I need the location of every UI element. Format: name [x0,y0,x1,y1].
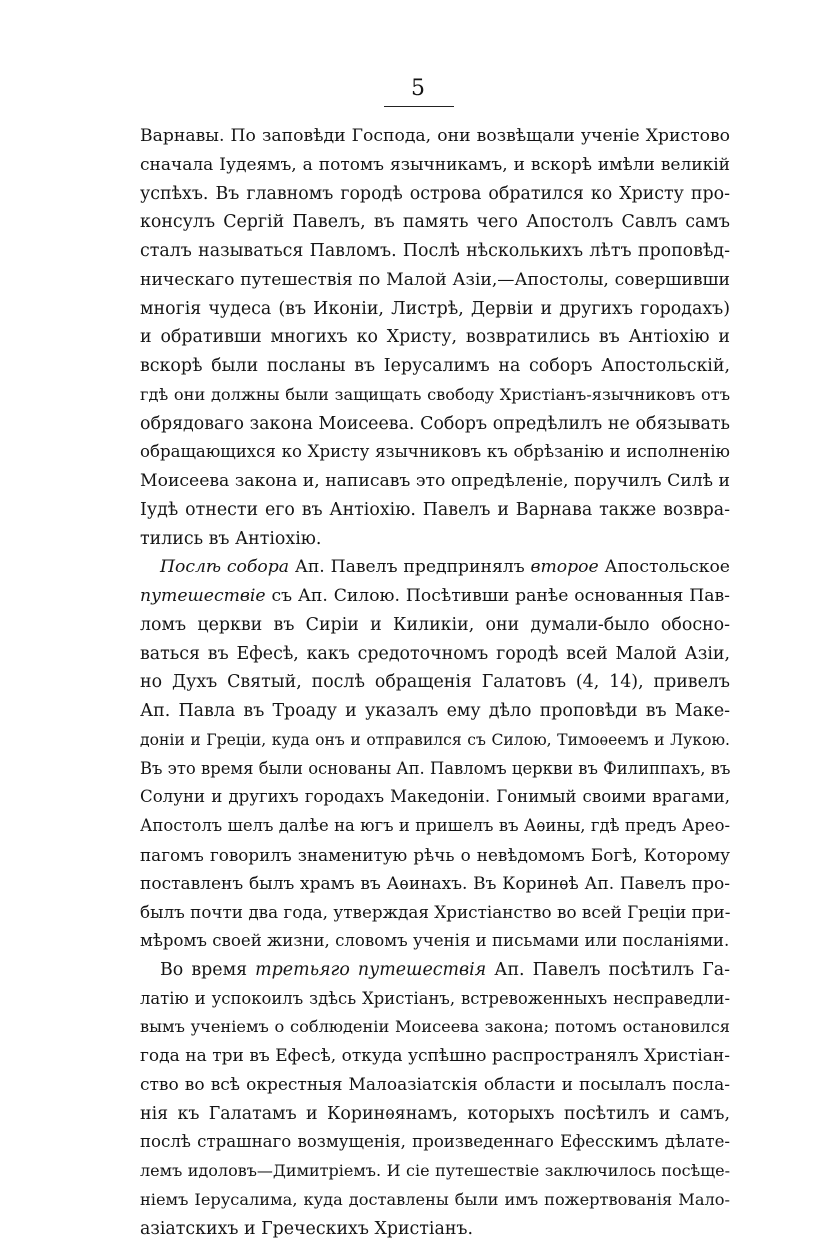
text-span: тились въ Антіохію. [140,529,321,549]
text-span: Апостолъ шелъ далѣе на югъ и пришелъ въ Аѳины, гдѣ предъ Арео- [140,816,730,835]
text-span: и обративши многихъ ко Христу, возвратились въ Антіохію и [140,327,730,347]
text-line [140,1157,730,1186]
text-span: обращающихся ко Христу язычниковъ къ обрѣзанію и исполненію [140,442,730,461]
italic-text-span: путешествіе [140,586,266,606]
text-span: ваться въ Ефесѣ, какъ средоточномъ городѣ всей Малой Азіи, [140,644,730,664]
text-line [140,237,730,266]
text-line [140,582,730,611]
text-line [140,122,730,151]
text-span: года на три въ Ефесѣ, откуда успѣшно распространялъ Христіан- [140,1046,730,1066]
text-span: нія къ Галатамъ и Коринѳянамъ, которыхъ посѣтилъ и самъ, [140,1104,730,1124]
italic-text-span: Послѣ собора [160,557,289,577]
text-span: Апостольское [599,557,730,577]
text-span: мѣромъ своей жизни, словомъ ученія и письмами или посланіями. [140,931,729,950]
text-span: Солуни и другихъ городахъ Македоніи. Гонимый своими врагами, [140,787,730,806]
text-span: многія чудеса (въ Иконіи, Листрѣ, Дервіи и другихъ городахъ) [140,299,730,319]
text-line [140,1042,730,1071]
text-span: ство во всѣ окрестныя Малоазіатскія области и посылалъ посла- [140,1075,730,1095]
text-line [140,352,730,381]
text-line [140,180,730,209]
text-span: сталъ называться Павломъ. Послѣ нѣсколькихъ лѣтъ проповѣд- [140,241,730,261]
text-line [140,841,730,870]
text-line [140,410,730,439]
text-line [140,323,730,352]
text-line [140,755,730,784]
italic-text-span: второе [531,557,599,577]
text-span: обрядоваго закона Моисеева. Соборъ опредѣлилъ не обязывать [140,414,730,434]
text-span: ломъ церкви въ Сиріи и Киликіи, они думали-было обосно- [140,615,730,635]
text-span: латію и успокоилъ здѣсь Христіанъ, встревоженныхъ несправедли- [140,989,730,1008]
text-line [140,898,730,927]
text-span: ніемъ Іерусалима, куда доставлены были имъ пожертвованія Мало- [140,1190,730,1209]
text-span: пагомъ говорилъ знаменитую рѣчь о невѣдомомъ Богѣ, Которому [140,845,730,865]
text-line [140,985,730,1014]
text-line [140,1128,730,1157]
text-line [140,697,730,726]
text-span: былъ почти два года, утверждая Христіанство во всей Греціи при- [140,902,730,922]
text-line [140,1186,730,1215]
text-span: послѣ страшнаго возмущенія, произведеннаго Ефесскимъ дѣлате- [140,1132,730,1151]
text-line [140,295,730,324]
italic-text-span: третьяго путешествія [255,960,486,980]
text-line [140,668,730,697]
text-line [140,783,730,812]
text-span: ническаго путешествія по Малой Азіи,—Апостолы, совершивши [140,270,730,290]
text-span: съ Ап. Силою. Посѣтивши ранѣе основанныя Пав- [266,586,730,606]
text-line [140,870,730,899]
text-line [140,467,730,496]
text-span: успѣхъ. Въ главномъ городѣ острова обратился ко Христу про- [140,184,730,204]
text-span: Іудѣ отнести его въ Антіохію. Павелъ и Варнава также возвра- [140,500,730,520]
page-number: 5 [360,76,476,102]
text-span: Моисеева закона и, написавъ это опредѣленіе, поручилъ Силѣ и [140,471,730,491]
text-line [140,553,730,582]
text-span: Во время [160,960,255,980]
text-line [140,640,730,669]
text-line [140,438,730,467]
text-span: консулъ Сергій Павелъ, въ память чего Апостолъ Савлъ самъ [140,212,730,232]
text-span: Ап. Павелъ предпринялъ [289,557,531,577]
text-line [140,381,730,410]
text-line [140,1013,730,1042]
body-text [140,122,730,1243]
text-line [140,726,730,755]
text-span: Варнавы. По заповѣди Господа, они возвѣщали ученіе Христово [140,126,730,146]
text-line [140,611,730,640]
text-line [140,812,730,841]
text-span: доніи и Греціи, куда онъ и отправился съ Силою, Тимоѳеемъ и Лукою. [140,731,730,749]
text-span: Ап. Павла въ Троаду и указалъ ему дѣло проповѣди въ Маке- [140,701,730,721]
text-span: сначала Іудеямъ, а потомъ язычникамъ, и вскорѣ имѣли великій [140,155,730,175]
text-line [140,525,730,554]
text-span: азіатскихъ и Греческихъ Христіанъ. [140,1219,473,1239]
text-span: Ап. Павелъ посѣтилъ Га- [486,960,730,980]
text-span: вскорѣ были посланы въ Іерусалимъ на соборъ Апостольскій, [140,356,730,376]
page-number-rule [384,106,454,107]
text-line [140,151,730,180]
text-span: вымъ ученіемъ о соблюденіи Моисеева закона; потомъ остановился [140,1017,730,1036]
text-line [140,956,730,985]
text-span: гдѣ они должны были защищать свободу Христіанъ-язычниковъ отъ [140,385,730,404]
text-line [140,927,730,956]
text-line [140,1100,730,1129]
text-line [140,496,730,525]
text-line [140,1071,730,1100]
text-span: Въ это время были основаны Ап. Павломъ церкви въ Филиппахъ, въ [140,759,730,778]
text-line [140,266,730,295]
text-span: поставленъ былъ храмъ въ Аѳинахъ. Въ Коринѳѣ Ап. Павелъ про- [140,874,730,894]
text-span: но Духъ Святый, послѣ обращенія Галатовъ (4, 14), привелъ [140,672,730,692]
text-line [140,208,730,237]
text-line [140,1215,730,1243]
text-span: лемъ идоловъ—Димитріемъ. И сіе путешествіе заключилось посѣще- [140,1161,730,1180]
